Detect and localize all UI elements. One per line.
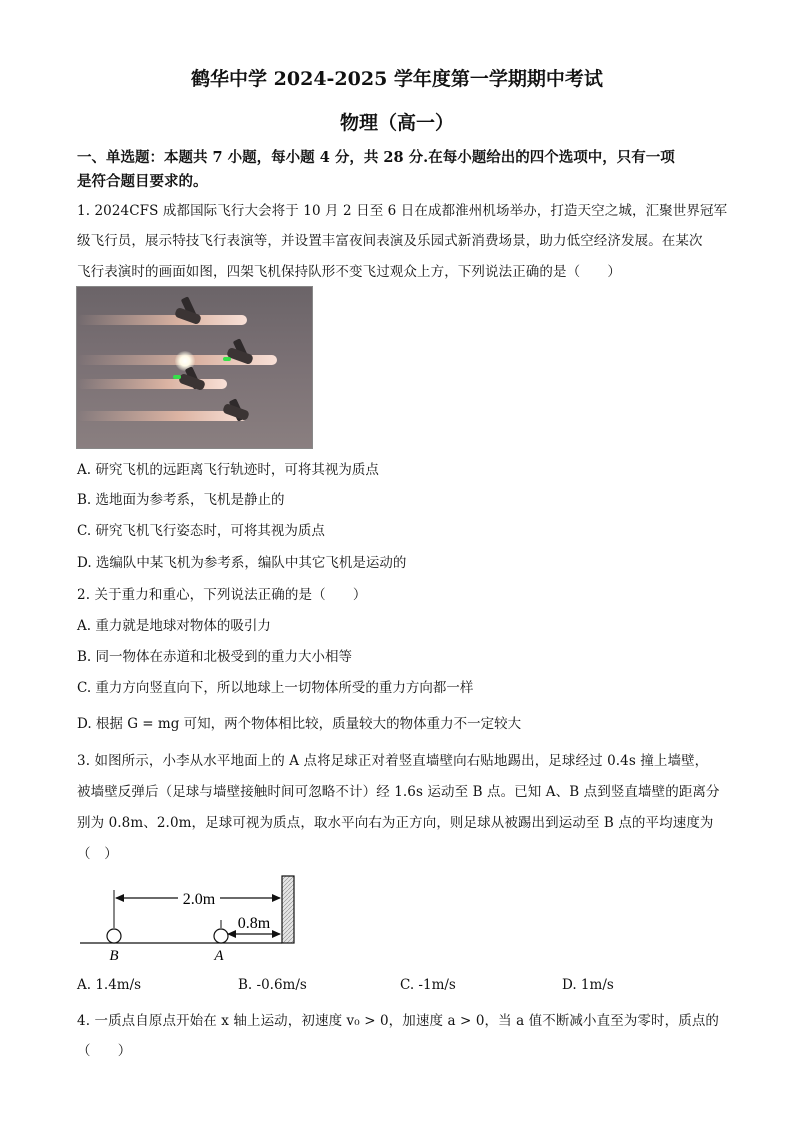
q2-stem: 2. 关于重力和重心，下列说法正确的是（ ）: [77, 587, 367, 603]
label-a: A: [214, 948, 224, 964]
arrow-2m-right-head: [272, 894, 281, 902]
q2-option-a: A. 重力就是地球对物体的吸引力: [77, 618, 271, 634]
q2-option-b: B. 同一物体在赤道和北极受到的重力大小相等: [77, 649, 353, 665]
airshow-photo: [76, 286, 313, 449]
q1-stem-line2: 级飞行员，展示特技飞行表演等，并设置丰富夜间表演及乐园式新消费场景，助力低空经济发展。在某次: [77, 233, 703, 249]
q1-option-c: C. 研究飞机飞行姿态时，可将其视为质点: [77, 523, 325, 539]
q3-option-a: A. 1.4m/s: [77, 977, 142, 993]
q3-option-d: D. 1m/s: [562, 977, 614, 993]
ball-b: [107, 929, 121, 943]
exam-title: 鹤华中学 2024-2025 学年度第一学期期中考试: [191, 68, 603, 90]
plane-2-light: [223, 357, 231, 361]
q3-figure: [76, 870, 316, 970]
wall: [282, 876, 294, 943]
smoke-trail-1: [77, 315, 247, 325]
q3-option-c: C. -1m/s: [400, 977, 456, 993]
q2-option-c: C. 重力方向竖直向下，所以地球上一切物体所受的重力方向都一样: [77, 680, 474, 696]
q3-stem-line4: （ ）: [77, 846, 118, 862]
q3-stem-line1: 3. 如图所示，小李从水平地面上的 A 点将足球正对着竖直墙壁向右贴地踢出，足球经过 0.4s 撞上墙壁，: [77, 753, 709, 769]
label-2m: 2.0m: [182, 891, 216, 908]
label-b: B: [109, 948, 119, 964]
plane-3-light: [173, 375, 181, 379]
q2-option-d: D. 根据 G = mg 可知，两个物体相比较，质量较大的物体重力不一定较大: [77, 716, 522, 732]
exam-subtitle: 物理（高一）: [339, 112, 454, 134]
q1-option-b: B. 选地面为参考系，飞机是静止的: [77, 492, 285, 508]
label-08m: 0.8m: [237, 915, 271, 932]
q1-stem-line1: 1. 2024CFS 成都国际飞行大会将于 10 月 2 日至 6 日在成都淮州机场举办，打造天空之城，汇聚世界冠军: [77, 203, 728, 219]
arrow-08m-right-head: [272, 930, 281, 938]
arrow-2m-left-head: [115, 894, 124, 902]
section-heading-line1: 一、单选题：本题共 7 小题，每小题 4 分，共 28 分.在每小题给出的四个选项中，只有一项: [77, 149, 675, 166]
q1-option-a: A. 研究飞机的远距离飞行轨迹时，可将其视为质点: [77, 462, 379, 478]
q3-option-b: B. -0.6m/s: [238, 977, 307, 993]
ball-a: [214, 929, 228, 943]
q3-stem-line2: 被墙壁反弹后（足球与墙壁接触时间可忽略不计）经 1.6s 运动至 B 点。已知 A、B 点到竖直墙壁的距离分: [77, 784, 720, 800]
smoke-trail-4: [77, 411, 247, 421]
q3-stem-line3: 别为 0.8m、2.0m，足球可视为质点，取水平向右为正方向，则足球从被踢出到运动至 B 点的平均速度为: [77, 815, 714, 831]
q1-stem-line3: 飞行表演时的画面如图，四架飞机保持队形不变飞过观众上方，下列说法正确的是（ ）: [77, 264, 621, 280]
section-heading-line2: 是符合题目要求的。: [77, 173, 208, 190]
q4-stem-line2: （ ）: [77, 1043, 132, 1059]
q1-option-d: D. 选编队中某飞机为参考系，编队中其它飞机是运动的: [77, 555, 407, 571]
q4-stem-line1: 4. 一质点自原点开始在 x 轴上运动，初速度 v₀ > 0，加速度 a > 0，当 a 值不断减小直至为零时，质点的: [77, 1013, 720, 1029]
